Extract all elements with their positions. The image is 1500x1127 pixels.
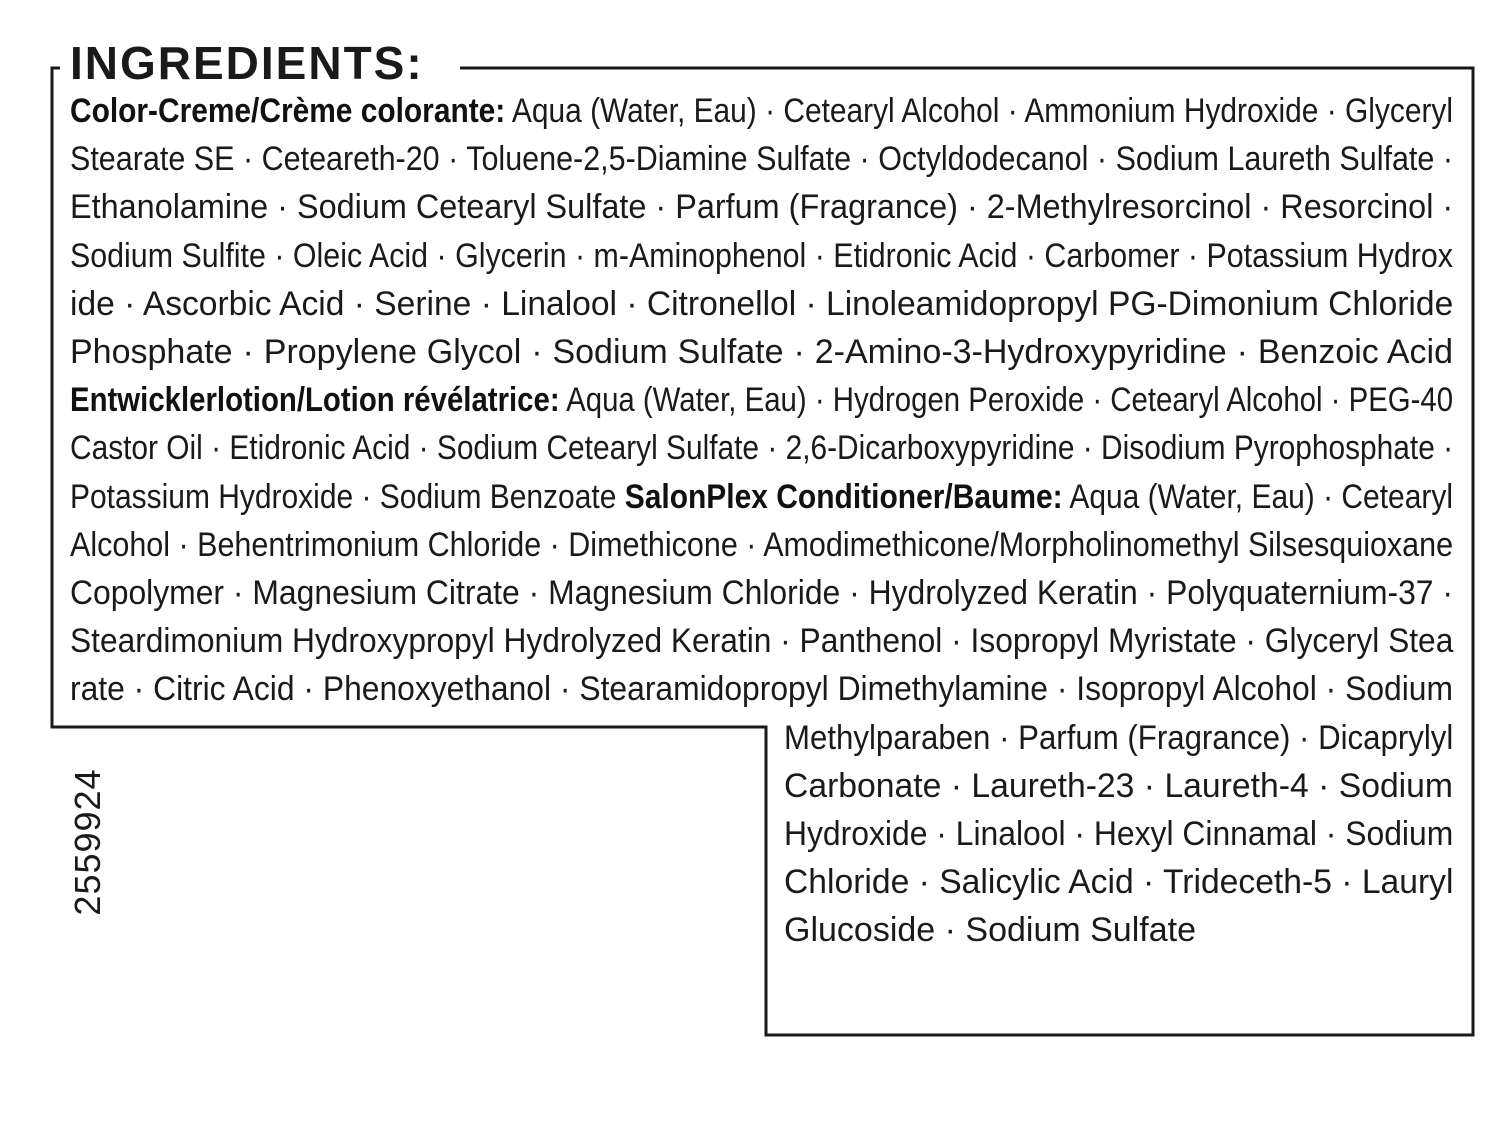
ingredient-line: [70, 376, 1453, 424]
ingredient-text: Glucoside · Sodium Sulfate: [784, 911, 1196, 950]
ingredient-text: Alcohol · Behentrimonium Chloride · Dimethicone · Amodimethicone/Morpholinomethyl Silsesquioxane: [70, 525, 1454, 564]
product-code: 2559924: [67, 768, 108, 916]
ingredient-text: Potassium Hydroxide · Sodium Benzoate: [70, 477, 625, 516]
ingredient-line: [784, 714, 1453, 762]
ingredient-text: Methylparaben · Parfum (Fragrance) · Dicaprylyl: [784, 718, 1454, 757]
ingredient-text: Stearate SE · Ceteareth-20 · Toluene-2,5-Diamine Sulfate · Octyldodecanol · Sodium Laureth Sulfate ·: [70, 140, 1453, 179]
ingredient-text: Castor Oil · Etidronic Acid · Sodium Cetearyl Sulfate · 2,6-Dicarboxypyridine · Disodium Pyrophosphate ·: [70, 429, 1454, 468]
ingredient-text: rate · Citric Acid · Phenoxyethanol · Stearamidopropyl Dimethylamine · Isopropyl Alcohol · Sodium: [70, 670, 1453, 709]
ingredient-text: Aqua (Water, Eau) · Cetearyl: [1062, 477, 1453, 516]
ingredient-text: Steardimonium Hydroxypropyl Hydrolyzed Keratin · Panthenol · Isopropyl Myristate · Glyceryl Stea: [70, 622, 1454, 661]
ingredient-line: [784, 906, 1196, 954]
ingredient-line: [784, 858, 1453, 906]
ingredient-text: Phosphate · Propylene Glycol · Sodium Sulfate · 2-Amino-3-Hydroxypyridine · Benzoic Acid: [70, 333, 1453, 371]
ingredient-text: Aqua (Water, Eau) · Hydrogen Peroxide · Cetearyl Alcohol · PEG-40: [559, 381, 1454, 420]
ingredient-text: Copolymer · Magnesium Citrate · Magnesium Chloride · Hydrolyzed Keratin · Polyquaternium-37 ·: [70, 574, 1453, 612]
ingredient-section-label: SalonPlex Conditioner/Baume:: [624, 477, 1063, 516]
ingredient-line: [70, 665, 1453, 713]
ingredient-line: [784, 762, 1453, 810]
ingredient-text: Hydroxide · Linalool · Hexyl Cinnamal · Sodium: [784, 815, 1454, 853]
ingredient-line: [70, 183, 1453, 231]
ingredient-line: [70, 424, 1453, 472]
ingredient-section-label: Entwicklerlotion/Lotion révélatrice:: [70, 381, 560, 420]
ingredients-heading: INGREDIENTS:: [68, 36, 432, 90]
ingredient-text: Chloride · Salicylic Acid · Trideceth-5 · Lauryl: [784, 863, 1454, 902]
ingredient-line: [70, 473, 1453, 521]
ingredient-line: [70, 280, 1453, 328]
ingredient-line: [70, 569, 1453, 617]
ingredient-line: [70, 135, 1453, 183]
ingredient-text: Carbonate · Laureth-23 · Laureth-4 · Sodium: [784, 766, 1453, 805]
ingredient-line: [70, 328, 1453, 376]
ingredient-line: [70, 521, 1453, 569]
ingredient-line: [70, 232, 1453, 280]
ingredient-text: ide · Ascorbic Acid · Serine · Linalool · Citronellol · Linoleamidopropyl PG-Dimonium Chloride: [70, 284, 1454, 323]
ingredient-line: [70, 87, 1453, 135]
ingredient-line: [70, 617, 1453, 665]
ingredient-section-label: Color-Creme/Crème colorante:: [70, 92, 506, 130]
ingredient-text: Ethanolamine · Sodium Cetearyl Sulfate · Parfum (Fragrance) · 2-Methylresorcinol · Resorcinol ·: [70, 188, 1454, 227]
ingredient-line: [784, 810, 1453, 858]
ingredient-text: Aqua (Water, Eau) · Cetearyl Alcohol · Ammonium Hydroxide · Glyceryl: [505, 92, 1454, 130]
ingredient-text: Sodium Sulfite · Oleic Acid · Glycerin · m-Aminophenol · Etidronic Acid · Carbomer · Potassium Hydrox: [70, 236, 1453, 275]
